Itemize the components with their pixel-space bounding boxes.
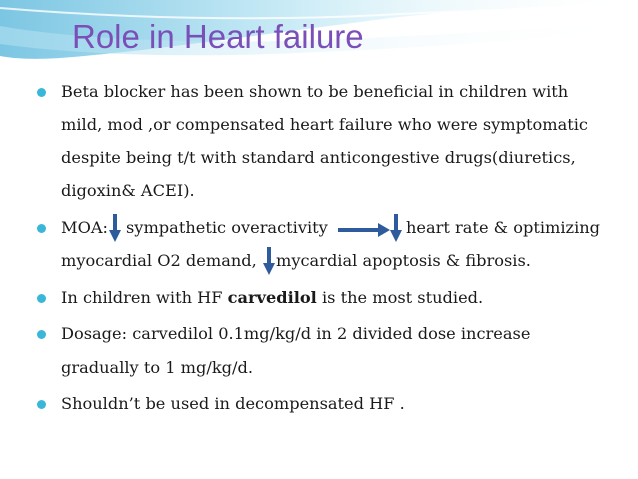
bullet-dot [37,330,46,339]
bullet-3-pre: In children with HF [61,288,228,307]
bullet-3-post: is the most studied. [316,288,484,307]
down-arrow-icon [109,214,121,242]
bullet-2-moa-label: MOA: [61,218,108,237]
bullet-4-line-1: Dosage: carvedilol 0.1mg/kg/d in 2 divided dose increase [61,324,531,343]
bullet-1-line-2: mild, mod ,or compensated heart failure who were symptomatic [61,115,588,134]
bullet-1-line-3: despite being t/t with standard anticongestive drugs(diuretics, [61,148,576,167]
bullet-3-line [61,288,483,308]
bullet-5-line: Shouldn’t be used in decompensated HF . [61,394,405,413]
bullet-2-heart-rate-text: heart rate & optimizing [406,218,601,237]
down-arrow-icon [390,214,402,242]
bullet-3-drug: carvedilol [227,288,317,307]
bullet-dot [37,224,46,233]
bullet-dot [37,294,46,303]
bullet-dot [37,400,46,409]
bullet-2-apoptosis-text: mycardial apoptosis & fibrosis. [276,251,531,270]
slide-title: Role in Heart failure [72,18,364,55]
down-arrow-icon [263,247,275,275]
right-arrow-icon [338,223,390,237]
bullet-1-line-4: digoxin& ACEI). [61,181,195,200]
bullet-2-demand-text: myocardial O2 demand, [61,251,257,270]
bullet-4-line-2: gradually to 1 mg/kg/d. [61,358,253,377]
bullet-2-sympathetic-text: sympathetic overactivity [126,218,328,237]
bullet-1-line-1: Beta blocker has been shown to be beneficial in children with [61,82,569,101]
bullet-dot [37,88,46,97]
